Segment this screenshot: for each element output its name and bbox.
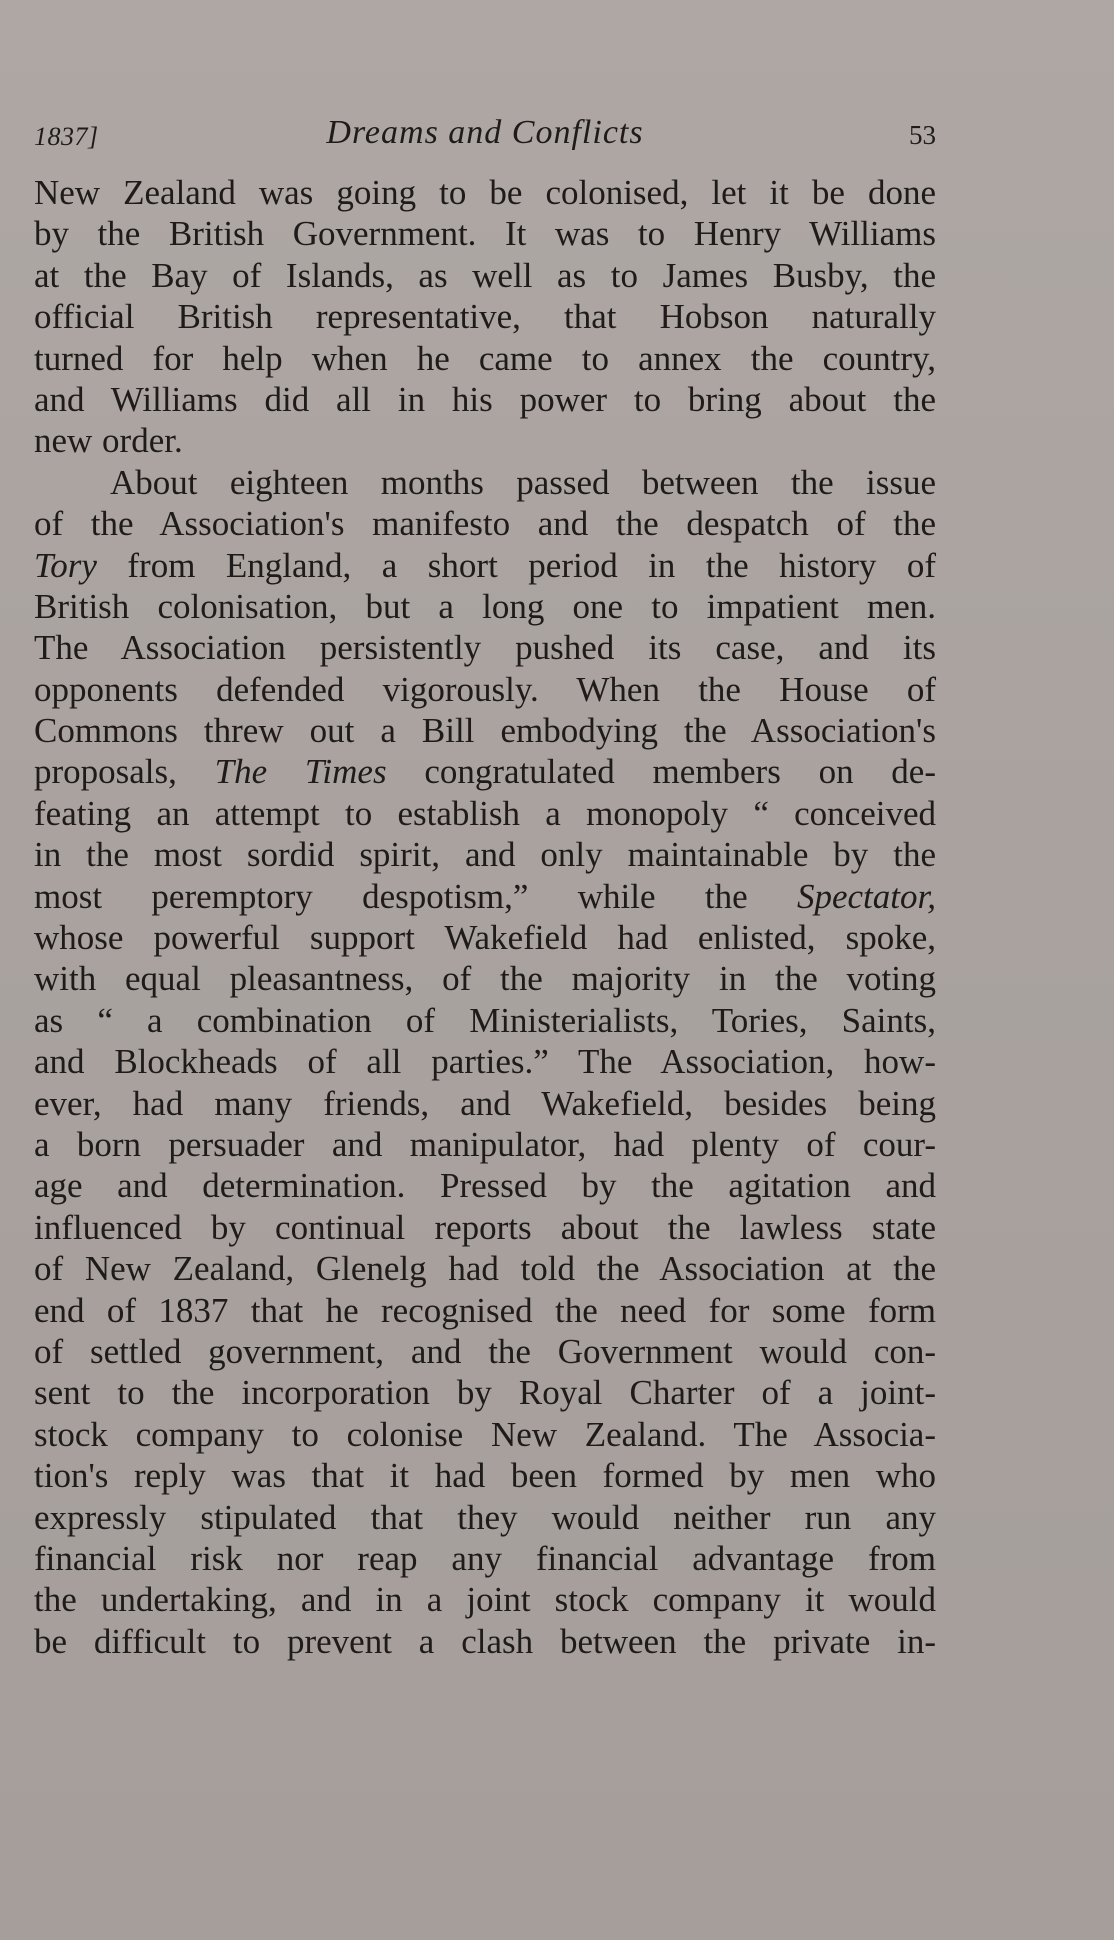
- text-line: end of 1837 that he recognised the need for some form: [34, 1290, 936, 1330]
- paragraph-end-line: new order.: [34, 421, 183, 461]
- text-line: age and determination. Pressed by the agitation and: [34, 1166, 936, 1206]
- text-line: by the British Government. It was to Henry Williams: [34, 214, 936, 254]
- running-head-title: Dreams and Conflicts: [326, 114, 644, 151]
- text-line: with equal pleasantness, of the majority in the voting: [34, 959, 936, 999]
- running-head-year: 1837]: [34, 122, 99, 151]
- text-line: turned for help when he came to annex the country,: [34, 338, 936, 378]
- text-line: of New Zealand, Glenelg had told the Association at the: [34, 1249, 936, 1289]
- text-line: of the Association's manifesto and the despatch of the: [34, 504, 936, 544]
- text-line: a born persuader and manipulator, had plenty of cour-: [34, 1124, 936, 1164]
- text-line: the undertaking, and in a joint stock company it would: [34, 1580, 936, 1620]
- text-line: whose powerful support Wakefield had enlisted, spoke,: [34, 918, 936, 958]
- text-line: [34, 876, 936, 917]
- text-run: from England, a short period in the history of: [96, 545, 936, 585]
- text-run: proposals,: [34, 752, 215, 792]
- text-line: stock company to colonise New Zealand. The Associa-: [34, 1414, 936, 1454]
- text-line: The Association persistently pushed its case, and its: [34, 628, 936, 668]
- text-line: of settled government, and the Government would con-: [34, 1331, 936, 1371]
- page-number: 53: [909, 120, 936, 150]
- text-run: congratulated members on de-: [386, 752, 937, 792]
- text-line: as “ a combination of Ministerialists, Tories, Saints,: [34, 1000, 936, 1040]
- text-line: Commons threw out a Bill embodying the Association's: [34, 711, 936, 751]
- text-line: official British representative, that Hobson naturally: [34, 297, 936, 337]
- text-line: expressly stipulated that they would neither run any: [34, 1497, 936, 1537]
- text-line: and Williams did all in his power to bring about the: [34, 379, 936, 419]
- text-line: be difficult to prevent a clash between the private in-: [34, 1621, 936, 1661]
- italic-newspaper-title: The Times: [214, 752, 387, 792]
- paragraph-first-line: About eighteen months passed between the issue: [110, 462, 936, 502]
- text-line: British colonisation, but a long one to impatient men.: [34, 586, 936, 626]
- running-head: [34, 108, 936, 158]
- body-text: [34, 172, 936, 1662]
- text-line: sent to the incorporation by Royal Charter of a joint-: [34, 1373, 936, 1413]
- text-line: tion's reply was that it had been formed by men who: [34, 1456, 936, 1496]
- italic-newspaper-title: Spectator,: [796, 876, 936, 916]
- text-line: New Zealand was going to be colonised, let it be done: [34, 173, 936, 212]
- text-run: most peremptory despotism,” while the: [34, 876, 797, 916]
- text-line: financial risk nor reap any financial advantage from: [34, 1538, 936, 1578]
- text-line: influenced by continual reports about the lawless state: [34, 1207, 936, 1247]
- text-line: ever, had many friends, and Wakefield, besides being: [34, 1083, 936, 1123]
- text-line: at the Bay of Islands, as well as to James Busby, the: [34, 255, 936, 295]
- text-line: and Blockheads of all parties.” The Association, how-: [34, 1042, 936, 1082]
- text-line: opponents defended vigorously. When the House of: [34, 669, 936, 709]
- text-line: [34, 545, 936, 586]
- text-line: [34, 751, 936, 792]
- text-line: feating an attempt to establish a monopoly “ conceived: [34, 793, 936, 833]
- text-line: in the most sordid spirit, and only maintainable by the: [34, 835, 936, 875]
- italic-ship-name: Tory: [34, 545, 97, 585]
